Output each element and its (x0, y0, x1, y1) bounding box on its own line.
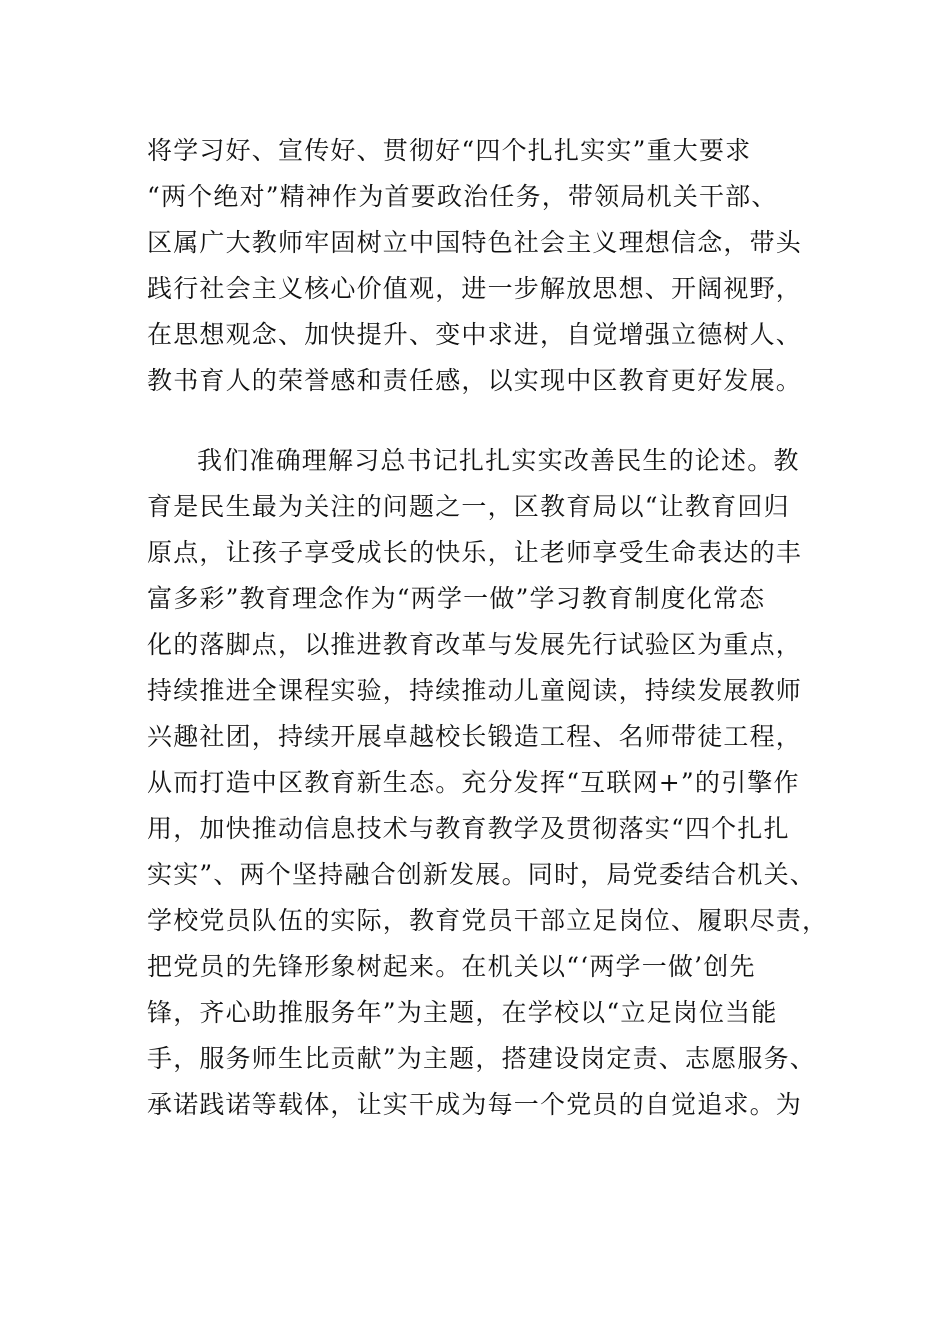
paragraph-line: 践行社会主义核心价值观，进一步解放思想、开阔视野， (147, 274, 803, 303)
paragraph-line: 原点，让孩子享受成长的快乐，让老师享受生命表达的丰 (147, 538, 803, 567)
paragraph-line: 锋，齐心助推服务年”为主题，在学校以“立足岗位当能 (147, 998, 778, 1027)
paragraph-line: 持续推进全课程实验，持续推动儿童阅读，持续发展教师 (147, 676, 803, 705)
paragraph-line: 将学习好、宣传好、贯彻好“四个扎扎实实”重大要求 (147, 136, 752, 165)
paragraph-line: 承诺践诺等载体，让实干成为每一个党员的自觉追求。为 (147, 1090, 803, 1119)
paragraph-1 (147, 128, 807, 404)
paragraph-line: 化的落脚点，以推进教育改革与发展先行试验区为重点， (147, 630, 803, 659)
paragraph-line: 在思想观念、加快提升、变中求进，自觉增强立德树人、 (147, 320, 803, 349)
paragraph-line: 育是民生最为关注的问题之一，区教育局以“让教育回归 (147, 492, 790, 521)
paragraph-line: 实实”、两个坚持融合创新发展。同时，局党委结合机关、 (147, 860, 816, 889)
paragraph-line: 用，加快推动信息技术与教育教学及贯彻落实“四个扎扎 (147, 814, 790, 843)
paragraph-line: 区属广大教师牢固树立中国特色社会主义理想信念，带头 (147, 228, 803, 257)
paragraph-2 (147, 438, 829, 1128)
paragraph-line: “两个绝对”精神作为首要政治任务，带领局机关干部、 (147, 182, 778, 211)
paragraph-line: 把党员的先锋形象树起来。在机关以“‘两学一做’创先 (147, 952, 756, 981)
paragraph-line: 手，服务师生比贡献”为主题，搭建设岗定责、志愿服务、 (147, 1044, 816, 1073)
paragraph-first-line: 我们准确理解习总书记扎扎实实改善民生的论述。教 (197, 446, 800, 475)
paragraph-line: 兴趣社团，持续开展卓越校长锻造工程、名师带徒工程， (147, 722, 803, 751)
paragraph-line: 富多彩”教育理念作为“两学一做”学习教育制度化常态 (147, 584, 766, 613)
paragraph-line: 从而打造中区教育新生态。充分发挥“互联网+”的引擎作 (147, 768, 800, 797)
paragraph-line: 学校党员队伍的实际，教育党员干部立足岗位、履职尽责， (147, 906, 829, 935)
paragraph-line: 教书育人的荣誉感和责任感，以实现中区教育更好发展。 (147, 366, 803, 395)
